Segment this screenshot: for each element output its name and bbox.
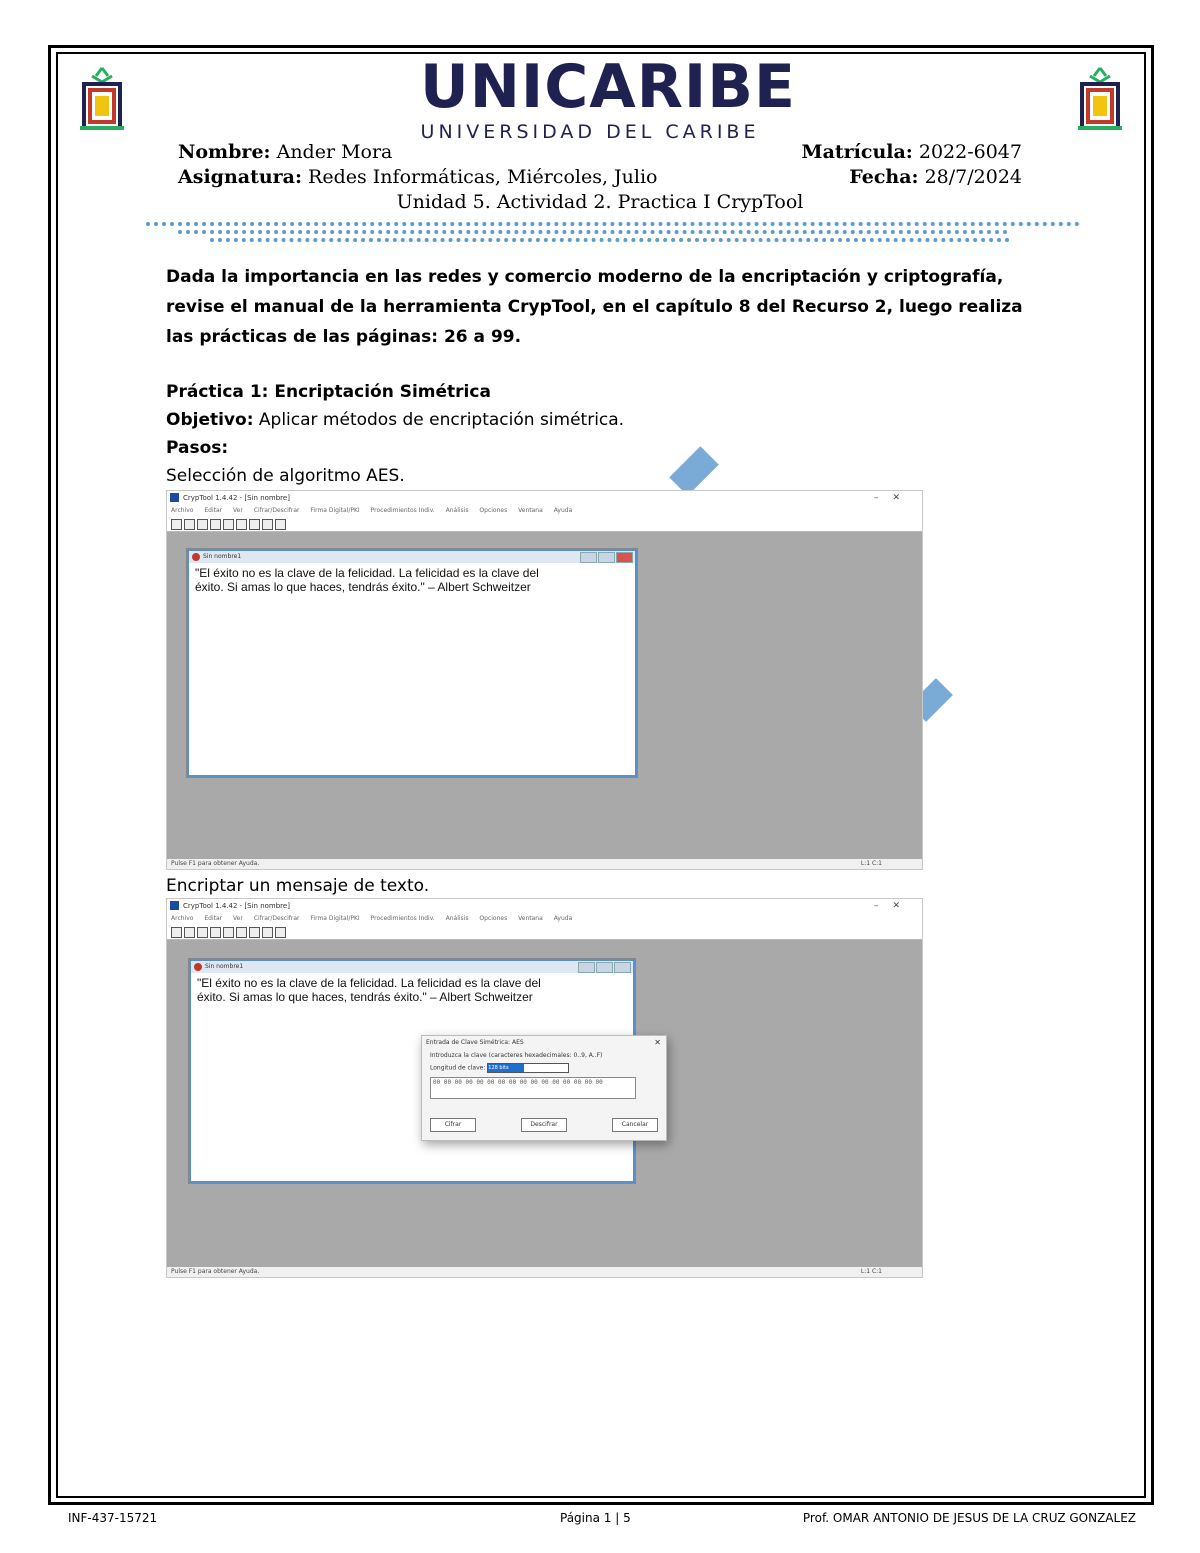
menu-bar <box>167 913 922 925</box>
key-length-select[interactable] <box>487 1063 569 1073</box>
menu-item[interactable]: Ver <box>233 915 243 922</box>
menu-item[interactable]: Ver <box>233 507 243 514</box>
university-seal-icon-left <box>78 66 126 134</box>
step-1-caption: Selección de algoritmo AES. <box>166 466 405 486</box>
matricula-label: Matrícula: <box>801 141 913 163</box>
menu-item[interactable]: Análisis <box>445 915 469 922</box>
cursor-position: L:1 C:1 <box>860 1268 882 1275</box>
nombre-label: Nombre: <box>178 141 271 163</box>
brand-tagline: UNIVERSIDAD DEL CARIBE <box>420 121 760 143</box>
date-line <box>849 165 1022 189</box>
footer-professor: Prof. OMAR ANTONIO DE JESUS DE LA CRUZ GONZALEZ <box>802 1511 1136 1525</box>
key-length-value: 128 bits <box>488 1064 524 1072</box>
print-icon[interactable] <box>210 927 221 938</box>
menu-item[interactable]: Análisis <box>445 507 469 514</box>
key-input[interactable]: 00 00 00 00 00 00 00 00 00 00 00 00 00 00 00 00 <box>430 1077 636 1099</box>
open-file-icon[interactable] <box>184 519 195 530</box>
copy-icon[interactable] <box>236 519 247 530</box>
menu-item[interactable]: Ayuda <box>553 915 573 922</box>
steps-label: Pasos: <box>166 438 229 458</box>
university-logo <box>420 52 796 143</box>
menu-item[interactable]: Firma Digital/PKI <box>310 507 360 514</box>
cancel-button[interactable]: Cancelar <box>612 1118 658 1132</box>
help-icon[interactable] <box>275 519 286 530</box>
document-text[interactable]: "El éxito no es la clave de la felicidad. La felicidad es la clave del éxito. Si amas lo que haces, tendrás éxito." – Albert Schweitzer <box>197 976 541 1004</box>
key-icon[interactable] <box>262 927 273 938</box>
menu-item[interactable]: Editar <box>204 507 223 514</box>
divider-dots-bottom <box>210 238 1010 242</box>
symmetric-key-dialog[interactable] <box>421 1035 667 1141</box>
brand-name: UNICARIBE <box>420 52 796 122</box>
cryptool-screenshot-2 <box>166 898 923 1278</box>
key-icon[interactable] <box>262 519 273 530</box>
document-window-controls[interactable] <box>580 552 633 563</box>
window-titlebar <box>167 899 922 913</box>
document-window[interactable] <box>187 549 637 777</box>
help-icon[interactable] <box>275 927 286 938</box>
document-titlebar <box>191 961 633 973</box>
footer-course-code: INF-437-15721 <box>68 1511 158 1525</box>
fecha-value: 28/7/2024 <box>924 166 1022 188</box>
cryptool-app-icon <box>170 901 179 910</box>
paste-icon[interactable] <box>249 519 260 530</box>
toolbar <box>167 925 922 940</box>
fecha-label: Fecha: <box>849 166 919 188</box>
menu-item[interactable]: Archivo <box>171 507 194 514</box>
status-bar <box>167 1267 922 1277</box>
cryptool-screenshot-1 <box>166 490 923 870</box>
new-file-icon[interactable] <box>171 927 182 938</box>
document-title: Sin nombre1 <box>203 553 242 560</box>
divider-dots-top <box>146 222 1080 226</box>
window-titlebar <box>167 491 922 505</box>
asignatura-value: Redes Informáticas, Miércoles, Julio <box>308 166 658 188</box>
new-file-icon[interactable] <box>171 519 182 530</box>
cut-icon[interactable] <box>223 927 234 938</box>
objective-line <box>166 406 624 434</box>
dialog-prompt: Introduzca la clave (caracteres hexadecimales: 0..9, A..F) <box>430 1052 603 1059</box>
nombre-value: Ander Mora <box>276 141 393 163</box>
cryptool-app-icon <box>170 493 179 502</box>
enrollment-line <box>802 140 1022 164</box>
window-title: CrypTool 1.4.42 - [Sin nombre] <box>183 494 290 502</box>
practice-title: Práctica 1: Encriptación Simétrica <box>166 382 491 402</box>
objective-value: Aplicar métodos de encriptación simétrica. <box>258 410 625 430</box>
menu-item[interactable]: Archivo <box>171 915 194 922</box>
window-title: CrypTool 1.4.42 - [Sin nombre] <box>183 902 290 910</box>
toolbar <box>167 517 922 532</box>
menu-item[interactable]: Opciones <box>479 507 508 514</box>
cursor-position: L:1 C:1 <box>860 860 882 867</box>
window-controls[interactable]: –✕ <box>873 493 914 503</box>
divider-dots-middle <box>178 230 1008 234</box>
menu-item[interactable]: Ayuda <box>553 507 573 514</box>
document-title: Sin nombre1 <box>205 963 244 970</box>
status-text: Pulse F1 para obtener Ayuda. <box>171 860 260 867</box>
menu-item[interactable]: Ventana <box>518 507 543 514</box>
menu-bar <box>167 505 922 517</box>
save-icon[interactable] <box>197 927 208 938</box>
dialog-titlebar <box>422 1036 666 1050</box>
copy-icon[interactable] <box>236 927 247 938</box>
university-seal-icon-right <box>1076 66 1124 134</box>
open-file-icon[interactable] <box>184 927 195 938</box>
menu-item[interactable]: Cifrar/Descifrar <box>253 915 300 922</box>
encrypt-button[interactable]: Cifrar <box>430 1118 476 1132</box>
asignatura-label: Asignatura: <box>178 166 302 188</box>
menu-item[interactable]: Procedimientos Indiv. <box>370 507 435 514</box>
decrypt-button[interactable]: Descifrar <box>521 1118 567 1132</box>
status-bar <box>167 859 922 869</box>
menu-item[interactable]: Procedimientos Indiv. <box>370 915 435 922</box>
dialog-title: Entrada de Clave Simétrica: AES <box>426 1039 524 1046</box>
close-icon[interactable]: ✕ <box>654 1038 661 1047</box>
subject-line <box>178 165 657 189</box>
intro-paragraph: Dada la importancia en las redes y comercio moderno de la encriptación y criptografía, revise el manual de la herramienta CrypTool, en el capítulo 8 del Recurso 2, luego realiza las prácticas de las páginas: 26 a 99. <box>166 267 1023 347</box>
paste-icon[interactable] <box>249 927 260 938</box>
dialog-buttons <box>430 1118 658 1132</box>
menu-item[interactable]: Firma Digital/PKI <box>310 915 360 922</box>
save-icon[interactable] <box>197 519 208 530</box>
document-subtitle: Unidad 5. Actividad 2. Practica I CrypTool <box>396 191 804 213</box>
menu-item[interactable]: Ventana <box>518 915 543 922</box>
cut-icon[interactable] <box>223 519 234 530</box>
student-name-line <box>178 140 392 164</box>
key-length-row <box>422 1061 666 1075</box>
menu-item[interactable]: Editar <box>204 915 223 922</box>
step-2-caption: Encriptar un mensaje de texto. <box>166 876 430 896</box>
matricula-value: 2022-6047 <box>918 141 1022 163</box>
footer-page-number: Página 1 | 5 <box>560 1511 631 1525</box>
document-titlebar <box>189 551 635 563</box>
document-text[interactable]: "El éxito no es la clave de la felicidad. La felicidad es la clave del éxito. Si amas lo que haces, tendrás éxito." – Albert Schweitzer <box>195 566 539 594</box>
menu-item[interactable]: Opciones <box>479 915 508 922</box>
objective-label: Objetivo: <box>166 410 254 430</box>
document-icon <box>194 963 202 971</box>
window-controls[interactable]: –✕ <box>873 901 914 911</box>
print-icon[interactable] <box>210 519 221 530</box>
document-icon <box>192 553 200 561</box>
status-text: Pulse F1 para obtener Ayuda. <box>171 1268 260 1275</box>
key-length-label: Longitud de clave: <box>430 1064 486 1072</box>
document-window-controls[interactable] <box>578 962 631 973</box>
menu-item[interactable]: Cifrar/Descifrar <box>253 507 300 514</box>
